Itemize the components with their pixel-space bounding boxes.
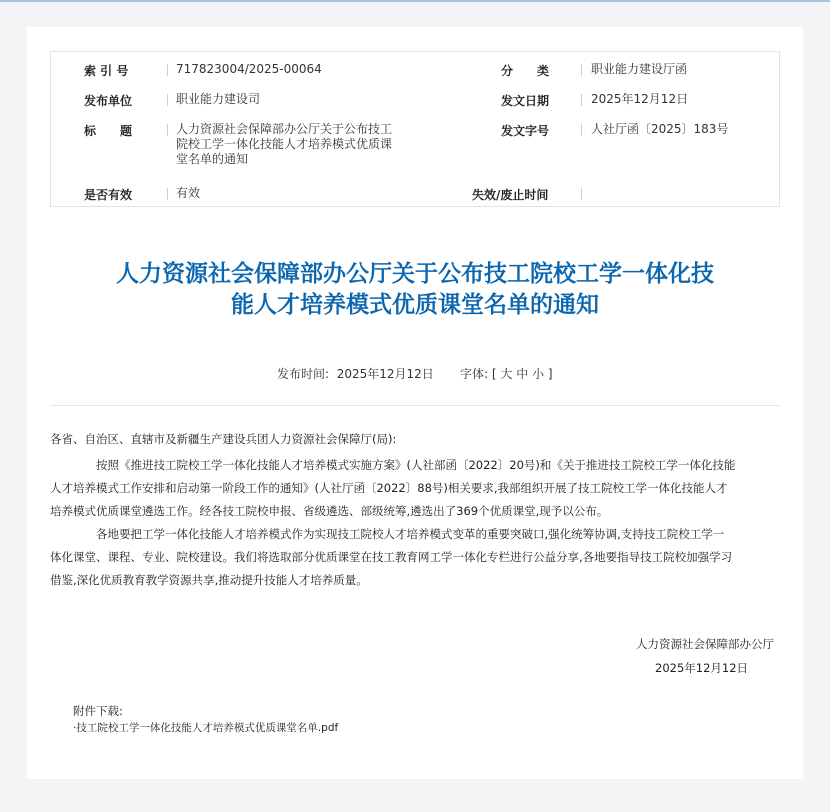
separator <box>167 94 168 106</box>
paragraph-1 <box>50 454 780 523</box>
attachment-file-link[interactable]: ·技工院校工学一体化技能人才培养模式优质课堂名单.pdf <box>73 722 339 734</box>
issuer-label: 发布单位 <box>84 94 133 108</box>
attachment-title: 附件下载: <box>73 704 123 718</box>
title-label: 标 题 <box>84 124 133 138</box>
bracket-close: ] <box>547 367 553 381</box>
paragraph-line: 各地要把工学一体化技能人才培养模式作为实现技工院校人才培养模式变革的重要突破口,强化统筹协调,支持技工院校工学一 <box>96 527 725 541</box>
docno-value: 人社厅函〔2025〕183号 <box>591 122 729 136</box>
separator <box>581 188 582 200</box>
docno-label: 发文字号 <box>501 124 550 138</box>
expire-label: 失效/废止时间 <box>472 188 549 202</box>
separator <box>581 64 582 76</box>
separator <box>167 64 168 76</box>
separator <box>581 94 582 106</box>
font-size-label: 字体: <box>460 367 489 381</box>
index-value: 717823004/2025-00064 <box>176 62 322 76</box>
index-label: 索 引 号 <box>84 64 129 78</box>
paragraph-line: 体化课堂、课程、专业、院校建设。我们将选取部分优质课堂在技工教育网工学一体化专栏进行公益分享,各地要指导技工院校加强学习 <box>50 550 733 564</box>
paragraph-line: 培养模式优质课堂遴选工作。经各技工院校申报、省级遴选、部级统筹,遴选出了369个优质课堂,现予以公布。 <box>50 504 609 518</box>
valid-value: 有效 <box>176 186 201 200</box>
paragraph-line: 按照《推进技工院校工学一体化技能人才培养模式实施方案》(人社部函〔2022〕20号)和《关于推进技工院校工学一体化技能 <box>96 458 736 472</box>
paragraph-2 <box>50 523 780 592</box>
document-page <box>27 27 803 779</box>
document-title-line: 人力资源社会保障部办公厅关于公布技工院校工学一体化技 <box>116 261 714 287</box>
publish-time-label: 发布时间: <box>277 367 330 381</box>
font-medium-button[interactable]: 中 <box>516 367 529 381</box>
title-value-line: 堂名单的通知 <box>176 152 249 166</box>
separator <box>167 124 168 136</box>
salutation: 各省、自治区、直辖市及新疆生产建设兵团人力资源社会保障厅(局): <box>50 432 397 446</box>
category-value: 职业能力建设厅函 <box>591 62 688 76</box>
document-title <box>47 259 783 321</box>
separator <box>167 188 168 200</box>
issuer-value: 职业能力建设司 <box>176 92 261 106</box>
document-title-line: 能人才培养模式优质课堂名单的通知 <box>231 292 599 318</box>
bracket-open: [ <box>491 367 497 381</box>
title-value-line: 人力资源社会保障部办公厅关于公布技工 <box>176 122 393 136</box>
category-label: 分 类 <box>501 64 550 78</box>
publish-date: 2025年12月12日 <box>336 367 434 381</box>
signature-org: 人力资源社会保障部办公厅 <box>636 637 774 651</box>
font-large-button[interactable]: 大 <box>500 367 513 381</box>
divider <box>50 405 780 406</box>
paragraph-line: 人才培养模式工作安排和启动第一阶段工作的通知》(人社厅函〔2022〕88号)相关要求,我部组织开展了技工院校工学一体化技能人才 <box>50 481 728 495</box>
top-accent-line <box>0 0 830 2</box>
date-value: 2025年12月12日 <box>591 92 689 106</box>
paragraph-line: 借鉴,深化优质教育教学资源共享,推动提升技能人才培养质量。 <box>50 573 368 587</box>
date-label: 发文日期 <box>501 94 550 108</box>
valid-label: 是否有效 <box>84 188 133 202</box>
font-small-button[interactable]: 小 <box>532 367 545 381</box>
publish-time <box>277 365 434 382</box>
title-value-line: 院校工学一体化技能人才培养模式优质课 <box>176 137 393 151</box>
title-value <box>176 122 416 167</box>
signature-date: 2025年12月12日 <box>655 661 749 675</box>
metadata-table <box>50 51 780 207</box>
separator <box>581 124 582 136</box>
font-size-switcher <box>460 365 553 382</box>
